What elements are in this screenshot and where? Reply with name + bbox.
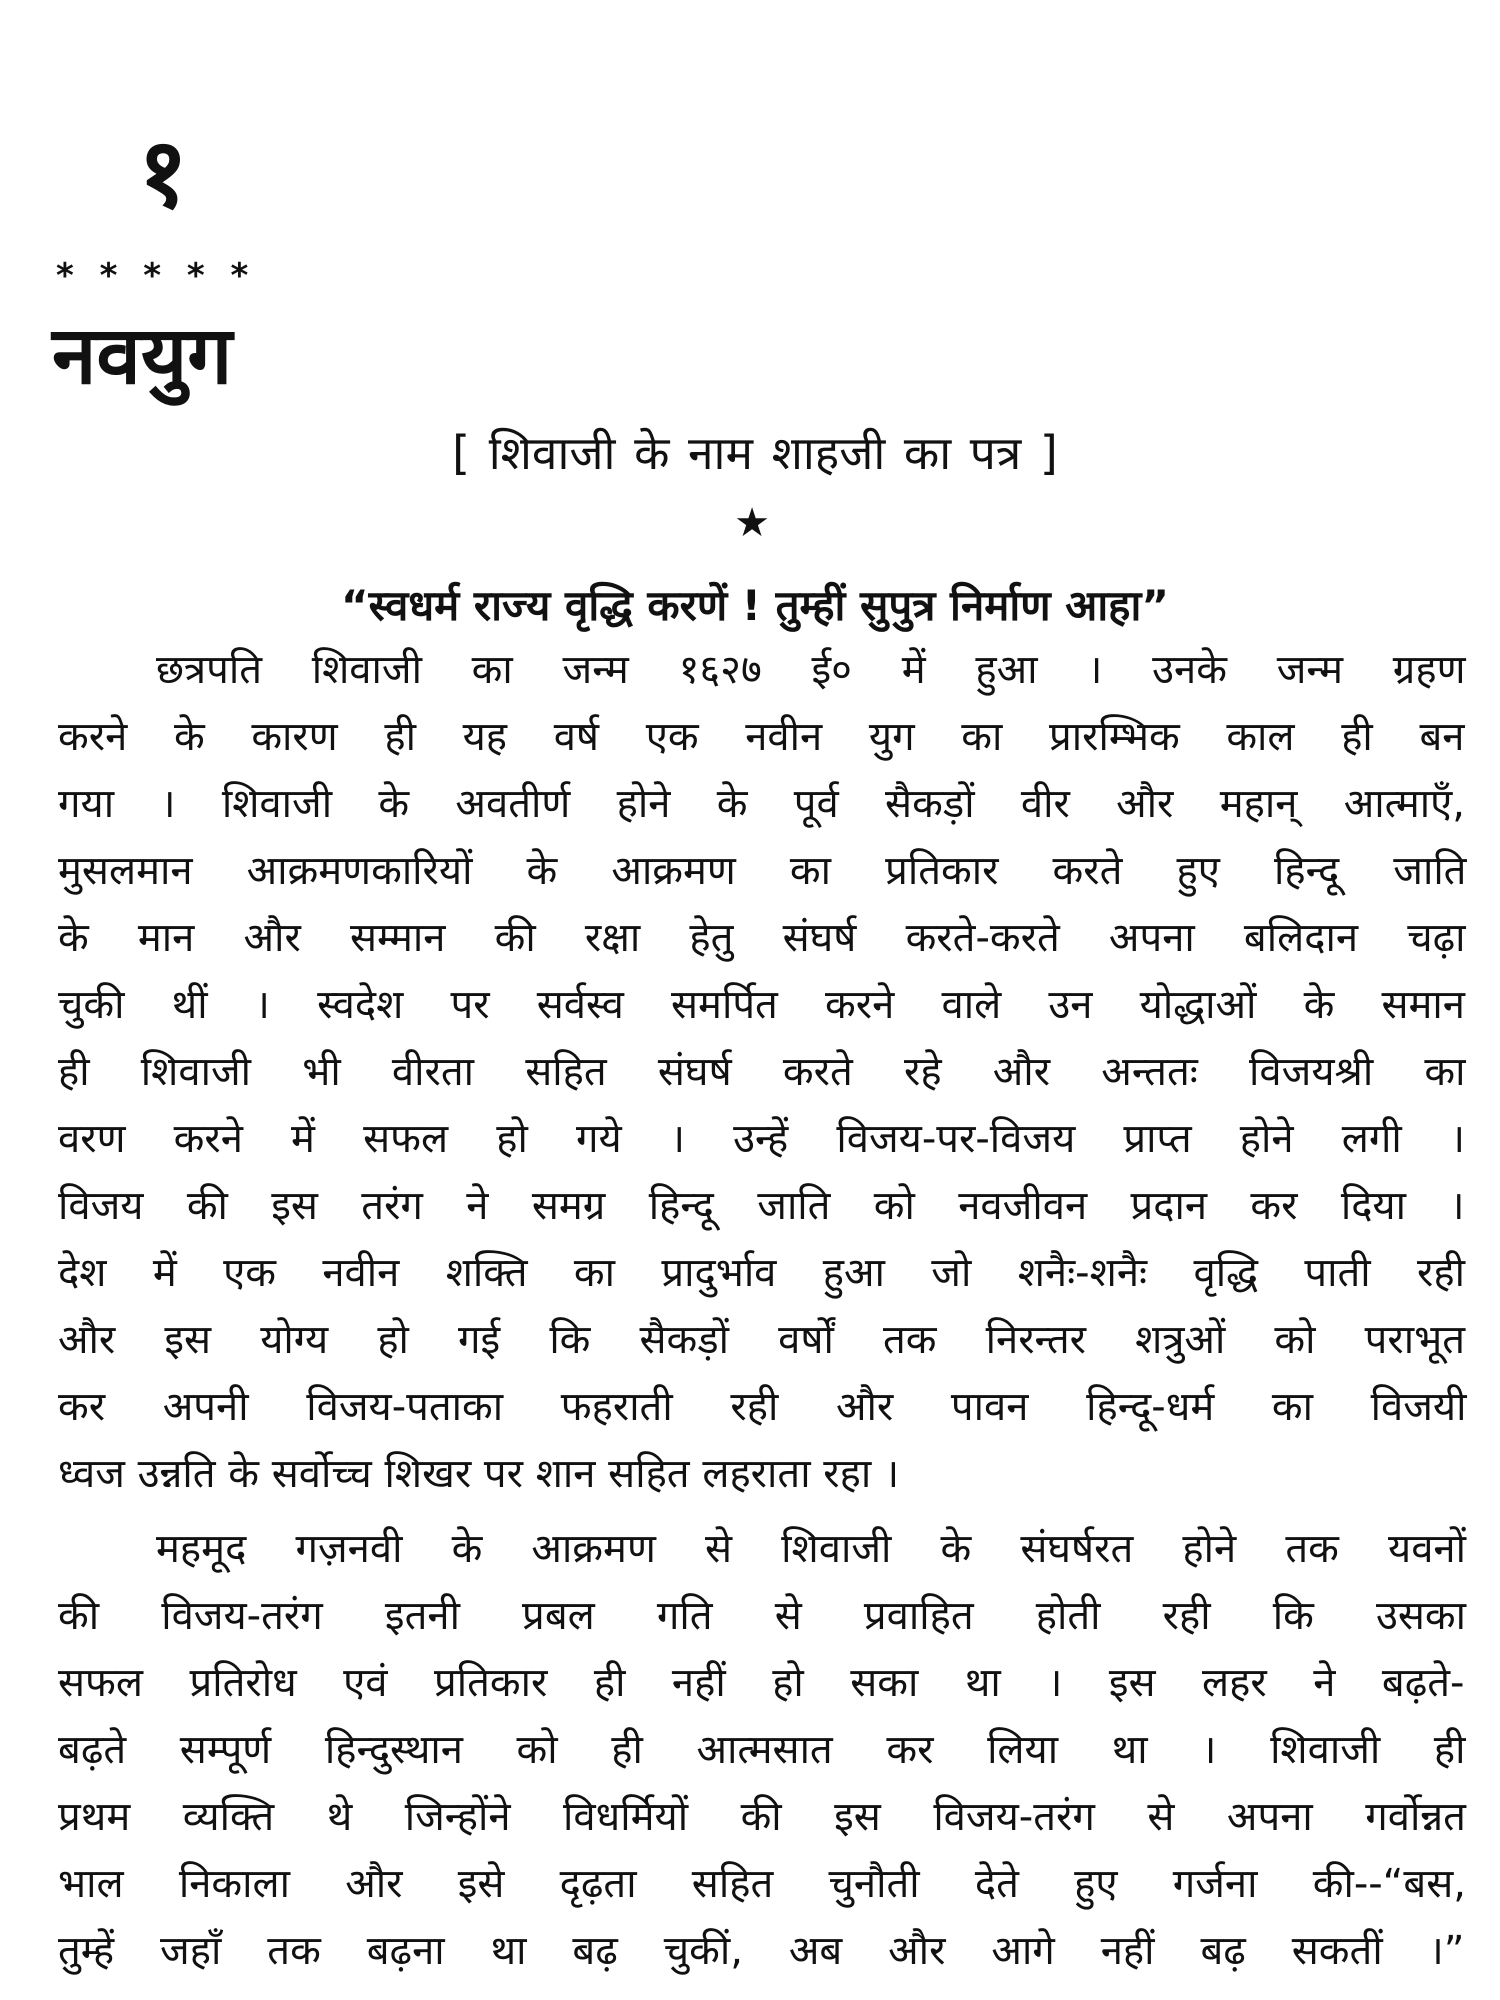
text-line: कर अपनी विजय-पताका फहराती रही और पावन हिन्दू-धर्म का विजयी bbox=[58, 1384, 1467, 1430]
text-line: ही शिवाजी भी वीरता सहित संघर्ष करते रहे और अन्ततः विजयश्री का bbox=[58, 1049, 1466, 1095]
text-line: तुम्हें जहाँ तक बढ़ना था बढ़ चुकीं, अब और आगे नहीं बढ़ सकतीं ।” bbox=[58, 1928, 1465, 1974]
text-line: महमूद गज़नवी के आक्रमण से शिवाजी के संघर्षरत होने तक यवनों bbox=[156, 1526, 1466, 1572]
divider-star-icon: ★ bbox=[734, 500, 770, 546]
chapter-number: १ bbox=[138, 117, 188, 229]
paragraph-1 bbox=[58, 637, 1471, 1508]
text-line: मुसलमान आक्रमणकारियों के आक्रमण का प्रतिकार करते हुए हिन्दू जाति bbox=[58, 848, 1467, 894]
text-line: विजय की इस तरंग ने समग्र हिन्दू जाति को नवजीवन प्रदान कर दिया । bbox=[58, 1183, 1465, 1229]
chapter-subtitle: [ शिवाजी के नाम शाहजी का पत्र ] bbox=[452, 426, 1058, 480]
text-line: करने के कारण ही यह वर्ष एक नवीन युग का प्रारम्भिक काल ही बन bbox=[58, 714, 1465, 760]
text-line: चुकी थीं । स्वदेश पर सर्वस्व समर्पित करने वाले उन योद्धाओं के समान bbox=[58, 982, 1465, 1028]
text-line: सफल प्रतिरोध एवं प्रतिकार ही नहीं हो सका था । इस लहर ने बढ़ते- bbox=[58, 1660, 1465, 1706]
text-line: देश में एक नवीन शक्ति का प्रादुर्भाव हुआ जो शनैः-शनैः वृद्धि पाती रही bbox=[58, 1250, 1465, 1296]
text-line: बढ़ते सम्पूर्ण हिन्दुस्थान को ही आत्मसात कर लिया था । शिवाजी ही bbox=[58, 1727, 1466, 1773]
chapter-ornament: * * * * * bbox=[56, 256, 256, 296]
paragraph-2 bbox=[58, 1516, 1471, 1985]
text-line: भाल निकाला और इसे दृढ़ता सहित चुनौती देते हुए गर्जना की--“बस, bbox=[58, 1861, 1466, 1907]
text-line: की विजय-तरंग इतनी प्रबल गति से प्रवाहित होती रही कि उसका bbox=[58, 1593, 1466, 1639]
chapter-title: नवयुग bbox=[52, 309, 233, 402]
body-text bbox=[58, 637, 1471, 1985]
text-line: छत्रपति शिवाजी का जन्म १६२७ ई० में हुआ । उनके जन्म ग्रहण bbox=[156, 647, 1466, 693]
epigraph-quote: “स्वधर्म राज्य वृद्धि करणें ! तुम्हीं सुपुत्र निर्माण आहा” bbox=[341, 581, 1169, 630]
text-line: ध्वज उन्नति के सर्वोच्च शिखर पर शान सहित लहराता रहा । bbox=[58, 1451, 900, 1497]
text-line: प्रथम व्यक्ति थे जिन्होंने विधर्मियों की इस विजय-तरंग से अपना गर्वोन्नत bbox=[58, 1794, 1466, 1840]
text-line: गया । शिवाजी के अवतीर्ण होने के पूर्व सैकड़ों वीर और महान् आत्माएँ, bbox=[58, 781, 1465, 827]
text-line: और इस योग्य हो गई कि सैकड़ों वर्षों तक निरन्तर शत्रुओं को पराभूत bbox=[58, 1317, 1465, 1363]
text-line: वरण करने में सफल हो गये । उन्हें विजय-पर-विजय प्राप्त होने लगी । bbox=[58, 1116, 1465, 1162]
text-line: के मान और सम्मान की रक्षा हेतु संघर्ष करते-करते अपना बलिदान चढ़ा bbox=[58, 915, 1466, 961]
